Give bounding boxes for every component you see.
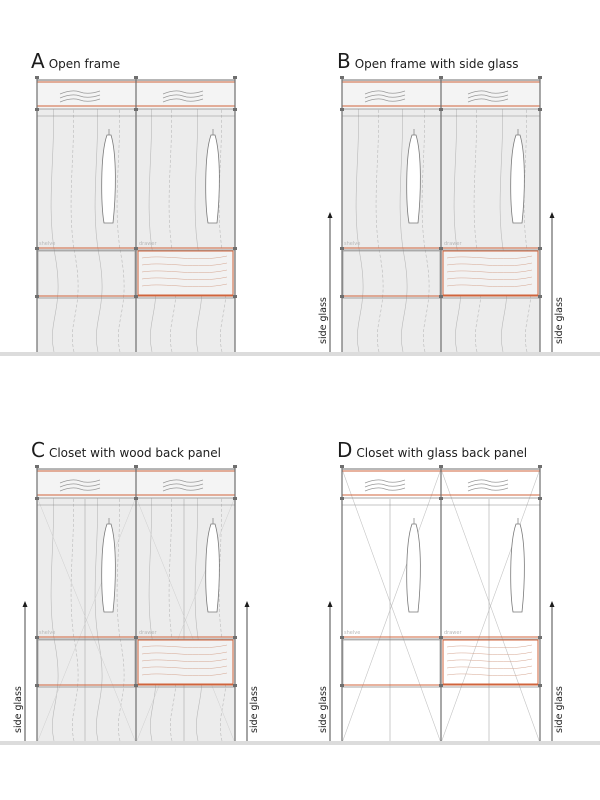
drawer-grain-line [447, 666, 532, 669]
hanging-garment-icon [511, 524, 525, 612]
hanging-garment-icon [511, 135, 525, 223]
frame-joint [134, 247, 138, 250]
frame-joint [233, 108, 237, 111]
frame-joint [340, 108, 344, 111]
frame-joint [439, 684, 443, 687]
panel-a-drawing [35, 76, 237, 356]
post-cap [35, 465, 39, 468]
post-cap [134, 465, 138, 468]
side-glass-left-label: side glass [13, 686, 24, 733]
drawer-grain-line [447, 652, 532, 655]
post-cap [538, 465, 542, 468]
frame-joint [233, 497, 237, 500]
post-cap [134, 76, 138, 79]
frame-joint [35, 497, 39, 500]
frame-joint [439, 497, 443, 500]
arrow-up-icon [328, 212, 333, 218]
arrow-up-icon [328, 601, 333, 607]
frame-joint [35, 295, 39, 298]
frame-joint [35, 636, 39, 639]
post-cap [439, 76, 443, 79]
arrow-up-icon [550, 601, 555, 607]
hanging-garment-icon [102, 524, 116, 612]
arrow-up-icon [550, 212, 555, 218]
frame-joint [538, 247, 542, 250]
folded-linen-icon [365, 484, 405, 487]
post-cap [35, 76, 39, 79]
frame-joint [134, 497, 138, 500]
post-cap [340, 465, 344, 468]
frame-joint [538, 497, 542, 500]
panel-a-title: Open frame [48, 57, 121, 71]
frame-joint [233, 684, 237, 687]
side-glass-right-label: side glass [554, 297, 565, 344]
frame-joint [439, 295, 443, 298]
panel-d-drawing [318, 465, 565, 745]
panel-b-title: Open frame with side glass [354, 57, 519, 71]
frame-joint [233, 295, 237, 298]
post-cap [340, 76, 344, 79]
side-glass-left-label: side glass [318, 297, 329, 344]
frame-joint [35, 684, 39, 687]
frame-joint [538, 295, 542, 298]
panel-c-drawing [13, 465, 260, 745]
frame-joint [35, 247, 39, 250]
shelve-label: shelve [344, 630, 361, 636]
panel-d-title: Closet with glass back panel [356, 446, 528, 460]
folded-linen-icon [468, 484, 508, 487]
frame-joint [340, 247, 344, 250]
hanging-garment-icon [206, 524, 220, 612]
frame-joint [439, 247, 443, 250]
drawer-label: drawer [444, 241, 462, 247]
frame-joint [340, 684, 344, 687]
panel-a-letter: A [31, 49, 45, 73]
frame-joint [134, 684, 138, 687]
post-cap [233, 76, 237, 79]
folded-linen-icon [468, 480, 508, 483]
drawer-grain-line [447, 673, 532, 676]
shelve-label: shelve [344, 241, 361, 247]
panel-b-drawing [318, 76, 565, 356]
shelve-label: shelve [39, 630, 56, 636]
post-cap [439, 465, 443, 468]
frame-joint [340, 295, 344, 298]
frame-joint [233, 636, 237, 639]
frame-joint [134, 108, 138, 111]
panel-c-letter: C [31, 438, 45, 462]
frame-joint [340, 636, 344, 639]
side-glass-right-label: side glass [554, 686, 565, 733]
frame-joint [233, 247, 237, 250]
post-cap [538, 76, 542, 79]
folded-linen-icon [365, 480, 405, 483]
panel-b-letter: B [337, 49, 351, 73]
side-glass-right-label: side glass [249, 686, 260, 733]
frame-joint [340, 497, 344, 500]
frame-joint [35, 108, 39, 111]
frame-joint [439, 108, 443, 111]
frame-joint [439, 636, 443, 639]
ground-line-bottom [0, 741, 600, 745]
hanging-garment-icon [102, 135, 116, 223]
shelve-box [343, 640, 440, 685]
panel-d-letter: D [337, 438, 353, 462]
arrow-up-icon [23, 601, 28, 607]
folded-linen-icon [365, 488, 405, 491]
hanging-garment-icon [206, 135, 220, 223]
drawer-label: drawer [444, 630, 462, 636]
frame-joint [538, 108, 542, 111]
drawer-grain-line [447, 659, 532, 662]
drawer-label: drawer [139, 630, 157, 636]
folded-linen-icon [468, 488, 508, 491]
frame-joint [538, 684, 542, 687]
shelve-label: shelve [39, 241, 56, 247]
drawer-grain-line [447, 645, 532, 648]
ground-line-top [0, 352, 600, 356]
hanging-garment-icon [407, 524, 421, 612]
arrow-up-icon [245, 601, 250, 607]
frame-joint [538, 636, 542, 639]
panel-c-title: Closet with wood back panel [48, 446, 222, 460]
frame-joint [134, 295, 138, 298]
hanging-garment-icon [407, 135, 421, 223]
side-glass-left-label: side glass [318, 686, 329, 733]
post-cap [233, 465, 237, 468]
frame-joint [134, 636, 138, 639]
drawer-label: drawer [139, 241, 157, 247]
